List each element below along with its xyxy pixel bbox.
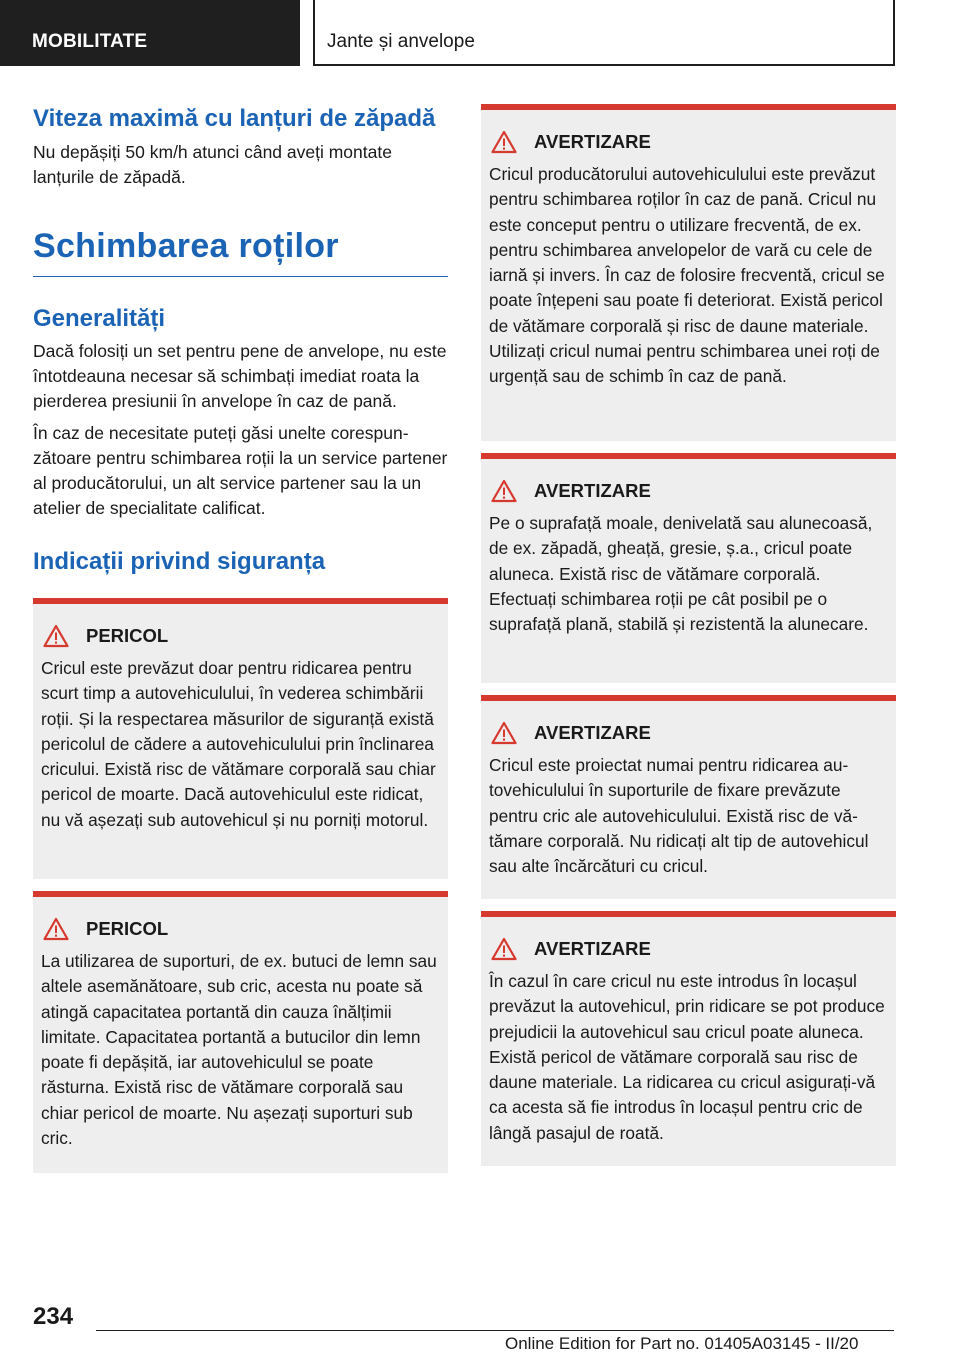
warning-triangle-icon bbox=[43, 917, 69, 941]
general-paragraph-1: Dacă folosiți un set pentru pene de anvelope, nu este întotdeauna necesar să schimbați imediat roata la pierderea presiunii în anvelope în caz de pană. bbox=[33, 341, 447, 411]
warning-triangle-icon bbox=[43, 624, 69, 648]
danger-box-2-heading bbox=[41, 917, 440, 941]
snow-chains-text: Nu depășiți 50 km/h atunci când aveți montate lanțurile de zăpadă. bbox=[33, 142, 392, 187]
warning-box-2-text: Pe o suprafață moale, denivelată sau alunecoasă, de ex. zăpadă, gheață, gresie, ș.a., cricul poate aluneca. Există risc de vătămare corporală. Efectuați schimbarea roții pe cât posibil pe o suprafață plană, stabilă și rezistentă la alunecare. bbox=[489, 513, 873, 635]
section-tab: MOBILITATE bbox=[0, 0, 300, 66]
warning-box-3 bbox=[481, 695, 896, 899]
warning-triangle-icon bbox=[491, 721, 517, 745]
warning-box-1-heading bbox=[489, 130, 888, 154]
edition-text: Online Edition for Part no. 01405A03145 - II/20 bbox=[505, 1334, 859, 1353]
warning-box-3-heading bbox=[489, 721, 888, 745]
danger-box-1-label: PERICOL bbox=[86, 625, 169, 646]
danger-box-1 bbox=[33, 598, 448, 879]
warning-box-1-text: Cricul producătorului autovehiculului este prevăzut pentru schimbarea roților în caz de pană. Cricul nu este conceput pentru o utilizare frecventă, de ex. pentru schimbarea anvelopelor de vară cu cele de iarnă și invers. În caz de folosire frecventă, cricul se poate înțepeni sau poate fi deteriorat. Există pericol de vătămare corporală și risc de daune materiale. Utilizați cricul numai pentru schimbarea unei roți de urgență sau de schimb în caz de pană. bbox=[489, 164, 885, 387]
warning-box-4 bbox=[481, 911, 896, 1166]
snow-chains-title: Viteza maximă cu lanțuri de zăpadă bbox=[33, 105, 436, 132]
warning-box-4-heading bbox=[489, 937, 888, 961]
page-number: 234 bbox=[33, 1303, 74, 1330]
warning-box-4-text: În cazul în care cricul nu este introdus în locașul prevăzut la autovehicul, prin ridicare se pot produce prejudicii la autovehicul sau cricul poate aluneca. Există pericol de vătămare corporală sau risc de daune materiale. La ridicarea cu cricul asigurați-vă ca acesta să fie introdus în locașul pentru cric de lângă pasajul de roată. bbox=[489, 971, 885, 1143]
warning-triangle-icon bbox=[491, 130, 517, 154]
warning-box-1 bbox=[481, 104, 896, 441]
danger-box-1-text: Cricul este prevăzut doar pentru ridicarea pentru scurt timp a autovehiculului, în vederea schimbării roții. Și la respectarea măsurilor de siguranță există pericolul de cădere a autovehiculului prin înclinarea cricului. Există risc de vătămare corporală sau chiar pericol de moarte. Dacă autovehiculul este ridicat, nu vă așezați sub autovehicul și nu porniți motorul. bbox=[41, 658, 436, 830]
warning-box-4-label: AVERTIZARE bbox=[534, 938, 651, 959]
safety-title: Indicații privind siguranța bbox=[33, 548, 326, 575]
warning-box-2-label: AVERTIZARE bbox=[534, 480, 651, 501]
main-title: Schimbarea roților bbox=[33, 226, 448, 277]
chapter-tab: Jante și anvelope bbox=[313, 0, 895, 66]
warning-box-3-label: AVERTIZARE bbox=[534, 722, 651, 743]
general-title: Generalități bbox=[33, 305, 166, 332]
danger-box-2-label: PERICOL bbox=[86, 918, 169, 939]
general-paragraph-2: În caz de necesitate puteți găsi unelte corespunzătoare pentru schimbarea roții la un service partener al producătorului, un alt service partener sau la un atelier de specialitate calificat. bbox=[33, 423, 448, 518]
warning-triangle-icon bbox=[491, 937, 517, 961]
danger-box-1-heading bbox=[41, 624, 440, 648]
danger-box-2 bbox=[33, 891, 448, 1173]
right-column bbox=[481, 104, 896, 1166]
footer-divider bbox=[96, 1330, 894, 1331]
left-column bbox=[33, 104, 448, 1173]
page-header bbox=[0, 0, 960, 66]
warning-box-3-text: Cricul este proiectat numai pentru ridicarea autovehiculului în suporturile de fixare prevăzute pentru cric ale autovehiculului. Există risc de vătămare corporală. Nu ridicați alt tip de autovehicul sau alte încărcături cu cricul. bbox=[489, 755, 869, 877]
warning-box-2-heading bbox=[489, 479, 888, 503]
warning-box-1-label: AVERTIZARE bbox=[534, 131, 651, 152]
warning-triangle-icon bbox=[491, 479, 517, 503]
danger-box-2-text: La utilizarea de suporturi, de ex. butuci de lemn sau altele asemănătoare, sub cric, acesta nu poate să atingă capacitatea portantă din cauza înălțimii limitate. Capacitatea portantă a butucilor din lemn poate fi depășită, iar autovehiculul se poate răsturna. Există risc de vătămare corporală sau chiar pericol de moarte. Nu așezați suporturi sub cric. bbox=[41, 951, 437, 1149]
warning-box-2 bbox=[481, 453, 896, 683]
